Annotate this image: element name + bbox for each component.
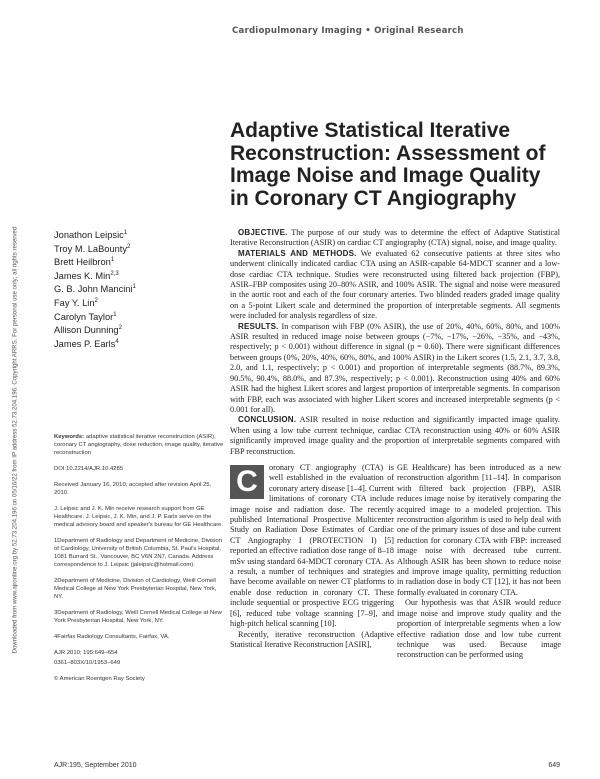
received-date: Received January 16, 2010; accepted after revision April 25, 2010. — [54, 482, 212, 496]
author: Brett Heilbron$^1$ — [54, 257, 115, 268]
author: Jonathon Leipsic$^1$ — [54, 230, 128, 241]
author: James P. Earls$^4$ — [54, 338, 119, 349]
section-label: Cardiopulmonary Imaging • Original Research — [232, 26, 464, 36]
abstract-results: RESULTS. In comparison with FBP (0% ASIR), the use of 20%, 40%, 60%, 80%, and 100% ASIR resulted in reduced image noise between groups (−7%, −17%, −26%, −35%, and −43%, respectively; p < 0.001) without difference in signal (p = 0.60). There were significant differences between groups (0%, 20%, 40%, 60%, 80%, and 100% ASIR) in the Likert scores (1.5, 2.1, 3.7, 3.8, 2.0, and 1.1, respectively; p < 0.001) and proportion of interpretable segments (88.7%, 89.3%, 90.5%, 90.4%, 88.0%, and 87.3%, respectively; p < 0.001). Reconstruction using 40% and 60% ASIR had the highest Likert scores and largest proportion of interpretable segments. In comparison with FBP, each was associated with higher Likert scores and increased interpretable segments (p < 0.001 for all). — [230, 321, 561, 414]
body-paragraph: C oronary CT angiography (CTA) is well established in the evaluation of coronary artery disease [1–4]. Current limitations of coronary CTA include image noise and radiation dose. The recently published International Prospective Multicenter Study on Radiation Dose Estimates of Cardiac CT Angiography I (PROTECTION I) [5] reported an effective radiation dose range of 8–18 mSv using standard 64-MDCT coronary CTA. As a result, a number of techniques and strategies have become available on newer CT platforms to enable dose reduction in coronary CT. These include sequential or prospective ECG triggering [6], reduced tube voltage scanning [7–9], and high-pitch helical scanning [10]. — [230, 463, 394, 629]
abstract — [230, 228, 560, 457]
article-notes — [54, 433, 224, 691]
author: Troy M. LaBounty$^2$ — [54, 243, 131, 254]
article-title: Adaptive Statistical Iterative Reconstruction: Assessment of Image Noise and Image Quality in Coronary CT Angiography — [230, 119, 546, 210]
issn: 0361–803X/10/1953–649 — [54, 660, 121, 666]
body-paragraph: Our hypothesis was that ASIR would reduce image noise and improve study quality and the proportion of interpretable segments when a low effective radiation dose and low tube current technique was used. Because image reconstruction can be performed using — [397, 598, 561, 660]
page-number: 649 — [548, 762, 560, 769]
body-paragraph: Recently, iterative reconstruction (Adaptive Statistical Iterative Reconstruction [ASIR], — [230, 629, 394, 649]
affiliation-4: 4Fairfax Radiology Consultants, Fairfax, VA. — [54, 634, 170, 640]
download-notice: Downloaded from www.ajronline.org by 52.73.204.196 on 05/16/22 from IP address 52.73.204.196. Copyright ARRS. For personal use only; all rights reserved — [11, 226, 19, 654]
doi: DOI:10.2214/AJR.10.4285 — [54, 466, 124, 472]
author: Allison Dunning$^2$ — [54, 325, 122, 336]
affiliation-1: 1Department of Radiology and Department of Medicine, Division of Cardiology, University of British Columbia, St. Paul's Hospital, 1081 Burrard St., Vancouver, BC V6N 2N7, Canada. Address correspondence to J. Leipsic (jaleipsic@hotmail.com). — [54, 538, 222, 568]
copyright: © American Roentgen Ray Society — [54, 676, 145, 682]
body-column-1 — [230, 463, 394, 650]
abstract-conclusion: CONCLUSION. ASIR resulted in noise reduction and significantly impacted image quality. When using a low tube current technique, cardiac CTA reconstruction using 40% or 60% ASIR significantly improved image quality and the proportion of interpretable segments compared with FBP reconstruction. — [230, 415, 560, 456]
disclosure: J. Leipsic and J. K. Min receive research support from GE Healthcare. J. Leipsic, J. K. Min, and J. P. Earls serve on the medical advisory board and speaker's bureau for GE Healthcare. — [54, 506, 224, 528]
affiliation-2: 2Department of Medicine, Division of Cardiology, Weill Cornell Medical College at New York Presbyterian Hospital, New York, NY. — [54, 578, 217, 600]
citation: AJR 2010; 195:649–654 — [54, 650, 118, 656]
affiliation-3: 3Department of Radiology, Weill Cornell Medical College at New York Presbyterian Hospital, New York, NY. — [54, 610, 222, 624]
body-paragraph: GE Healthcare) has been introduced as a new reconstruction algorithm [11–14]. In comparison with filtered back projection (FBP), ASIR reduces image noise by iteratively comparing the acquired image to a modeled projection. This reconstruction algorithm is used to help deal with one of the primary issues of dose and tube current reduction for coronary CTA with FBP: increased image noise with decreased tube current. Although ASIR has been shown to reduce noise and improve image quality, permitting reduction in radiation dose in body CT [12], it has not been formally evaluated in coronary CTA. — [397, 463, 561, 597]
journal-footer: AJR:195, September 2010 — [54, 762, 137, 769]
author: James K. Min$^{2,3}$ — [54, 270, 119, 281]
author: G. B. John Mancini$^1$ — [54, 284, 136, 295]
abstract-methods: MATERIALS AND METHODS. We evaluated 62 consecutive patients at three sites who underwent clinically indicated cardiac CTA using an ASIR-capable 64-MDCT scanner and a low-dose cardiac CTA technique. Studies were reconstructed using filtered back projection (FBP), ASIR–FBP composites using 20–80% ASIR, and 100% ASIR. The signal and noise were measured in the aortic root and each of the four coronary arteries. Two blinded readers graded image quality on a 5-point Likert scale and determined the proportion of interpretable segments. All segments were included for analysis regardless of size. — [230, 248, 560, 321]
author: Fay Y. Lin$^2$ — [54, 297, 98, 309]
abstract-objective: OBJECTIVE. The purpose of our study was to determine the effect of Adaptive Statistical Iterative Reconstruction (ASIR) on cardiac CT angiography (CTA) signal, noise, and image quality. — [230, 228, 560, 248]
body-column-2 — [397, 463, 561, 661]
keywords: Keywords: adaptive statistical iterative reconstruction (ASIR), coronary CT angiography, dose reduction, image quality, iterative reconstruction — [54, 434, 224, 456]
author-list — [54, 228, 219, 350]
drop-cap: C — [230, 465, 264, 499]
author: Carolyn Taylor$^1$ — [54, 311, 117, 322]
